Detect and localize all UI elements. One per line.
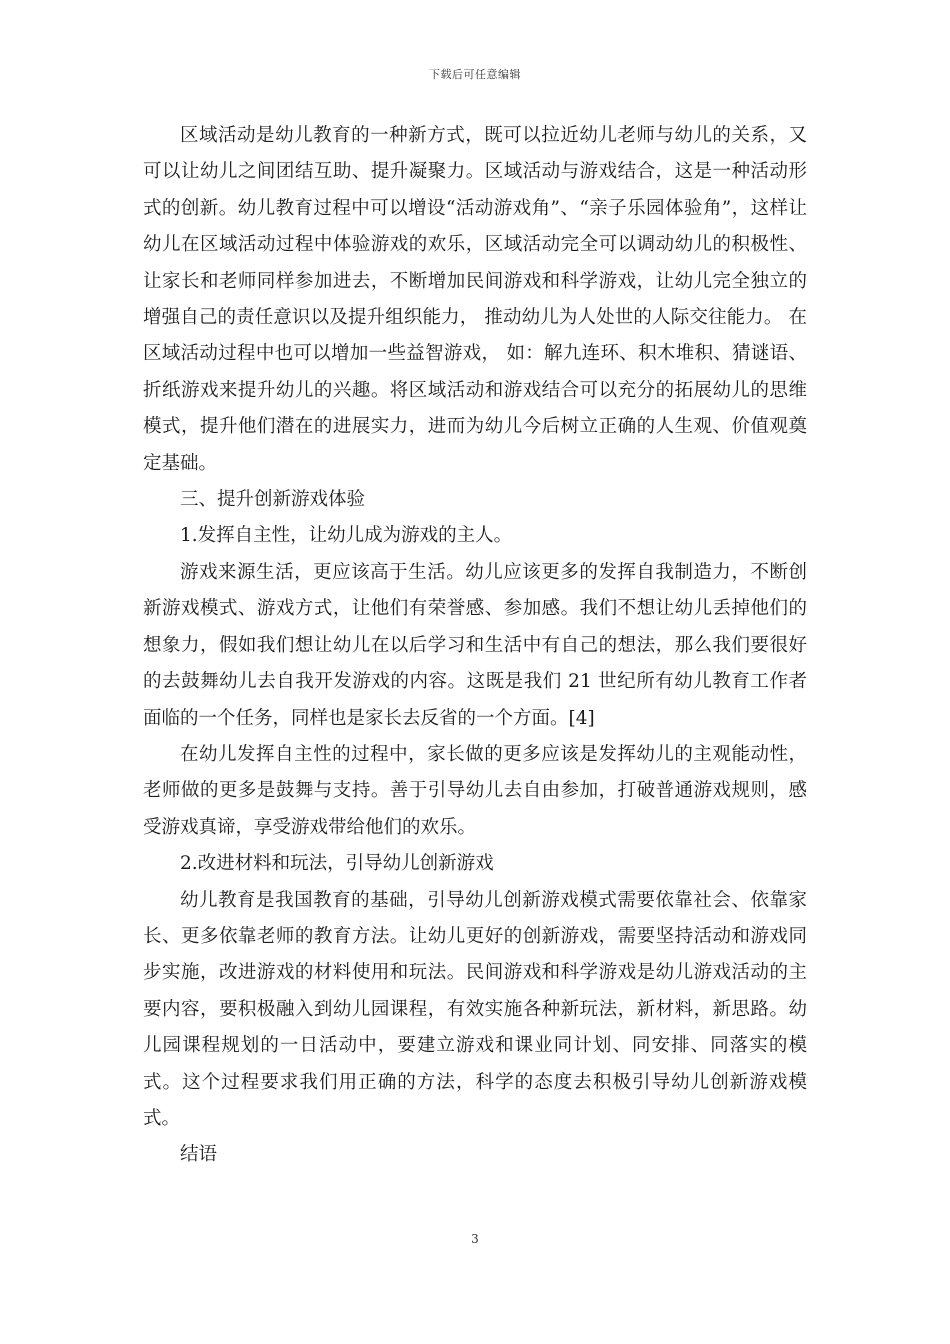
paragraph-education-foundation: 幼儿教育是我国教育的基础，引导幼儿创新游戏模式需要依靠社会、依靠家长、更多依靠老师的教育方法。让幼儿更好的创新游戏，需要坚持活动和游戏同步实施，改进游戏的材料使用和玩法。民间游戏和科学游戏是幼儿游戏活动的主要内容，要积极融入到幼儿园课程，有效实施各种新玩法，新材料，新思路。幼儿园课程规划的一日活动中，要建立游戏和课业同计划、同安排、同落实的模式。这个过程要求我们用正确的方法，科学的态度去积极引导幼儿创新游戏模式。 xyxy=(143,889,807,1129)
section-heading-innovative-games: 三、提升创新游戏体验 xyxy=(180,489,366,511)
page-number: 3 xyxy=(471,1232,479,1246)
page-header: 下载后可任意编辑 xyxy=(429,68,521,81)
document-body xyxy=(143,118,807,1174)
paragraph-parent-teacher-roles: 在幼儿发挥自主性的过程中，家长做的更多应该是发挥幼儿的主观能动性，老师做的更多是鼓舞与支持。善于引导幼儿去自由参加，打破普通游戏规则，感受游戏真谛，享受游戏带给他们的欢乐。 xyxy=(143,743,807,838)
paragraph-regional-activities: 区域活动是幼儿教育的一种新方式，既可以拉近幼儿老师与幼儿的关系，又可以让幼儿之间团结互助、提升凝聚力。区域活动与游戏结合，这是一种活动形式的创新。幼儿教育过程中可以增设“活动游戏角”、“亲子乐园体验角”，这样让幼儿在区域活动过程中体验游戏的欢乐，区域活动完全可以调动幼儿的积极性、让家长和老师同样参加进去，不断增加民间游戏和科学游戏，让幼儿完全独立的增强自己的责任意识以及提升组织能力， 推动幼儿为人处世的人际交往能力。 在区域活动过程中也可以增加一些益智游戏， 如：解九连环、积木堆积、猜谜语、折纸游戏来提升幼儿的兴趣。将区域活动和游戏结合可以充分的拓展幼儿的思维模式，提升他们潜在的进展实力，进而为幼儿今后树立正确的人生观、价值观奠定基础。 xyxy=(143,125,807,474)
paragraph-game-origin: 游戏来源生活，更应该高于生活。幼儿应该更多的发挥自我制造力，不断创新游戏模式、游戏方式，让他们有荣誉感、参加感。我们不想让幼儿丢掉他们的想象力，假如我们想让幼儿在以后学习和生活中有自己的想法，那么我们要很好的去鼓舞幼儿去自我开发游戏的内容。这既是我们 21 世纪所有幼儿教育工作者面临的一个任务，同样也是家长去反省的一个方面。[4] xyxy=(143,561,807,729)
heading-conclusion: 结语 xyxy=(180,1144,218,1166)
subheading-materials-methods: 2.改进材料和玩法，引导幼儿创新游戏 xyxy=(180,853,494,875)
subheading-autonomy: 1.发挥自主性，让幼儿成为游戏的主人。 xyxy=(180,525,513,547)
